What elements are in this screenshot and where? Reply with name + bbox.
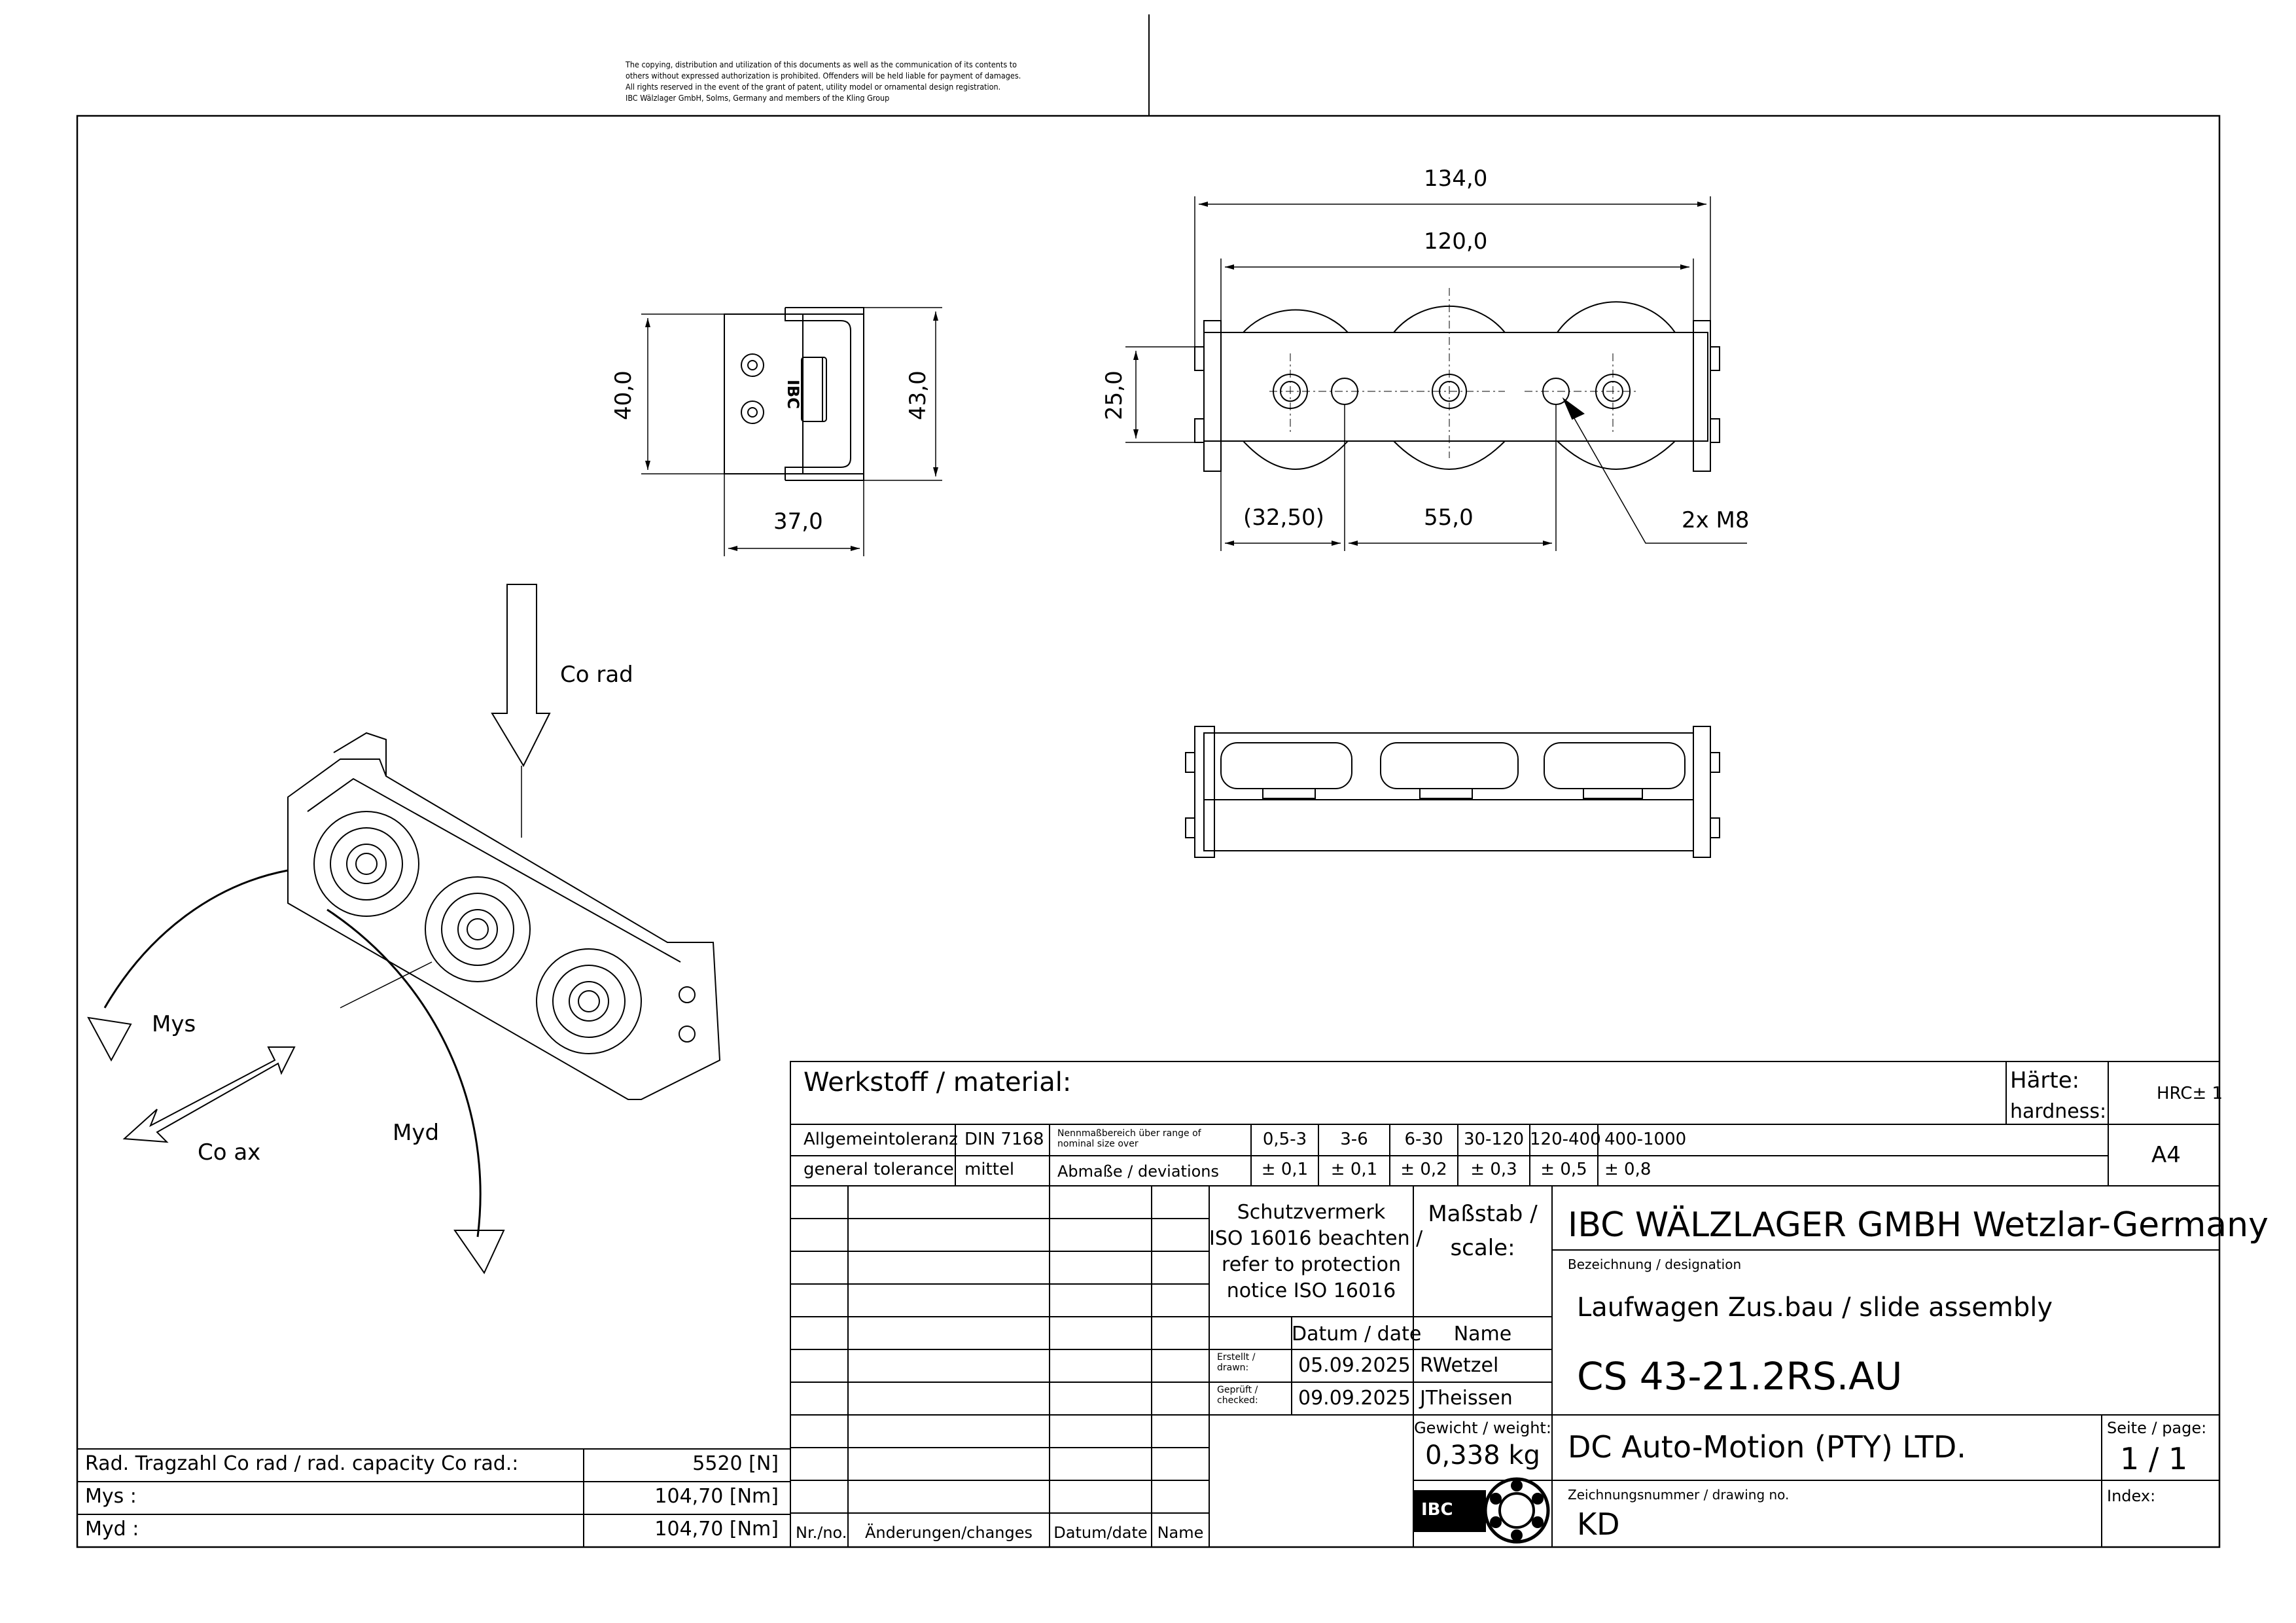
top-view [1186, 726, 1720, 857]
rev-header-changes: Änderungen/changes [864, 1524, 1033, 1542]
capacity-label-mys: Mys : [85, 1485, 137, 1508]
name-header: Name [1453, 1323, 1512, 1346]
capacity-label-co-rad: Rad. Tragzahl Co rad / rad. capacity Co rad.: [85, 1452, 519, 1475]
weight-label: Gewicht / weight: [1414, 1419, 1551, 1437]
deviations-label: Abmaße / deviations [1057, 1162, 1220, 1181]
material-label: Werkstoff / material: [804, 1067, 1072, 1097]
capacity-value-mys: 104,70 [Nm] [654, 1485, 779, 1508]
part-number: CS 43-21.2RS.AU [1577, 1354, 1903, 1399]
tol-range: 120-400 [1530, 1130, 1601, 1149]
copyright-line: All rights reserved in the event of the grant of patent, utility model or ornamental design registration. [626, 82, 1001, 92]
general-tolerance-de: Allgemeintoleranz [804, 1130, 958, 1149]
end-view-logo: IBC [784, 380, 802, 409]
drawn-label: Erstellt / drawn: [1217, 1352, 1256, 1373]
sheet-size: A4 [2151, 1142, 2181, 1168]
dim-height-25: 25,0 [1101, 370, 1127, 420]
drawing-no: KD [1577, 1507, 1620, 1542]
rev-header-date: Datum/date [1053, 1524, 1148, 1542]
label-co-rad: Co rad [560, 662, 633, 688]
label-co-ax: Co ax [198, 1139, 261, 1166]
capacity-value-myd: 104,70 [Nm] [654, 1518, 779, 1541]
dim-height-40: 40,0 [610, 370, 637, 420]
tol-value: ± 0,1 [1261, 1160, 1309, 1179]
copyright-line: The copying, distribution and utilization of this documents as well as the communication of its contents to [626, 60, 1017, 69]
copyright-line: IBC Wälzlager GmbH, Solms, Germany and members of the Kling Group [626, 93, 890, 103]
dim-wheel-span: 120,0 [1424, 228, 1488, 255]
tol-range: 6-30 [1404, 1130, 1443, 1149]
nominal-range-note: Nennmaßbereich über range of nominal size over [1057, 1128, 1201, 1149]
scale-label: Maßstab / [1428, 1201, 1538, 1227]
dim-overall-length: 134,0 [1424, 166, 1488, 192]
index-label: Index: [2107, 1487, 2156, 1505]
tol-value: ± 0,8 [1604, 1160, 1651, 1179]
capacity-value-co-rad: 5520 [N] [692, 1452, 779, 1475]
tol-value: ± 0,2 [1400, 1160, 1447, 1179]
tolerance-class: mittel [964, 1160, 1015, 1179]
rev-header-name: Name [1157, 1524, 1204, 1542]
dim-width-37: 37,0 [773, 508, 823, 535]
protection-line: refer to protection [1222, 1253, 1401, 1276]
customer-name: DC Auto-Motion (PTY) LTD. [1568, 1429, 1966, 1465]
checked-label: Geprüft / checked: [1217, 1385, 1258, 1406]
capacity-label-myd: Myd : [85, 1518, 139, 1541]
drawing-no-label: Zeichnungsnummer / drawing no. [1568, 1487, 1790, 1503]
checked-date: 09.09.2025 [1298, 1387, 1411, 1410]
copyright-line: others without expressed authorization is prohibited. Offenders will be held liable for payment of damages. [626, 71, 1021, 80]
general-tolerance-en: general tolerance [804, 1160, 954, 1179]
dim-height-43: 43,0 [905, 370, 931, 420]
designation-label: Bezeichnung / designation [1568, 1257, 1742, 1272]
label-myd: Myd [393, 1120, 440, 1146]
dim-spacing: 55,0 [1424, 505, 1474, 531]
hardness-label-de: Härte: [2010, 1067, 2080, 1094]
tol-value: ± 0,3 [1470, 1160, 1517, 1179]
page-value: 1 / 1 [2120, 1441, 2188, 1476]
company-name: IBC WÄLZLAGER GMBH Wetzlar-Germany [1568, 1205, 2269, 1245]
date-header: Datum / date [1292, 1323, 1422, 1346]
rev-header-no: Nr./no. [796, 1524, 847, 1542]
protection-line: ISO 16016 beachten / [1209, 1227, 1423, 1250]
tol-value: ± 0,1 [1330, 1160, 1378, 1179]
ibc-logo-text: IBC [1421, 1500, 1453, 1520]
dim-offset: (32,50) [1243, 505, 1324, 531]
scale-label: scale: [1450, 1235, 1515, 1261]
drawn-name: RWetzel [1420, 1354, 1499, 1377]
protection-line: notice ISO 16016 [1226, 1279, 1396, 1302]
tol-range: 0,5-3 [1262, 1130, 1307, 1149]
designation: Laufwagen Zus.bau / slide assembly [1577, 1293, 2053, 1323]
checked-name: JTheissen [1420, 1387, 1513, 1410]
hardness-label-en: hardness: [2010, 1100, 2107, 1123]
drawn-date: 05.09.2025 [1298, 1354, 1411, 1377]
thread-callout: 2x M8 [1682, 507, 1750, 533]
sheet-frame [77, 116, 2219, 1547]
tol-range: 400-1000 [1604, 1130, 1687, 1149]
protection-line: Schutzvermerk [1237, 1201, 1386, 1224]
page-label: Seite / page: [2107, 1419, 2207, 1437]
tol-value: ± 0,5 [1540, 1160, 1587, 1179]
weight-value: 0,338 kg [1425, 1440, 1540, 1471]
tol-range: 3-6 [1340, 1130, 1368, 1149]
tol-range: 30-120 [1463, 1130, 1525, 1149]
label-mys: Mys [152, 1011, 196, 1037]
tolerance-standard: DIN 7168 [964, 1130, 1044, 1149]
hardness-value: HRC± 1 [2157, 1084, 2223, 1103]
